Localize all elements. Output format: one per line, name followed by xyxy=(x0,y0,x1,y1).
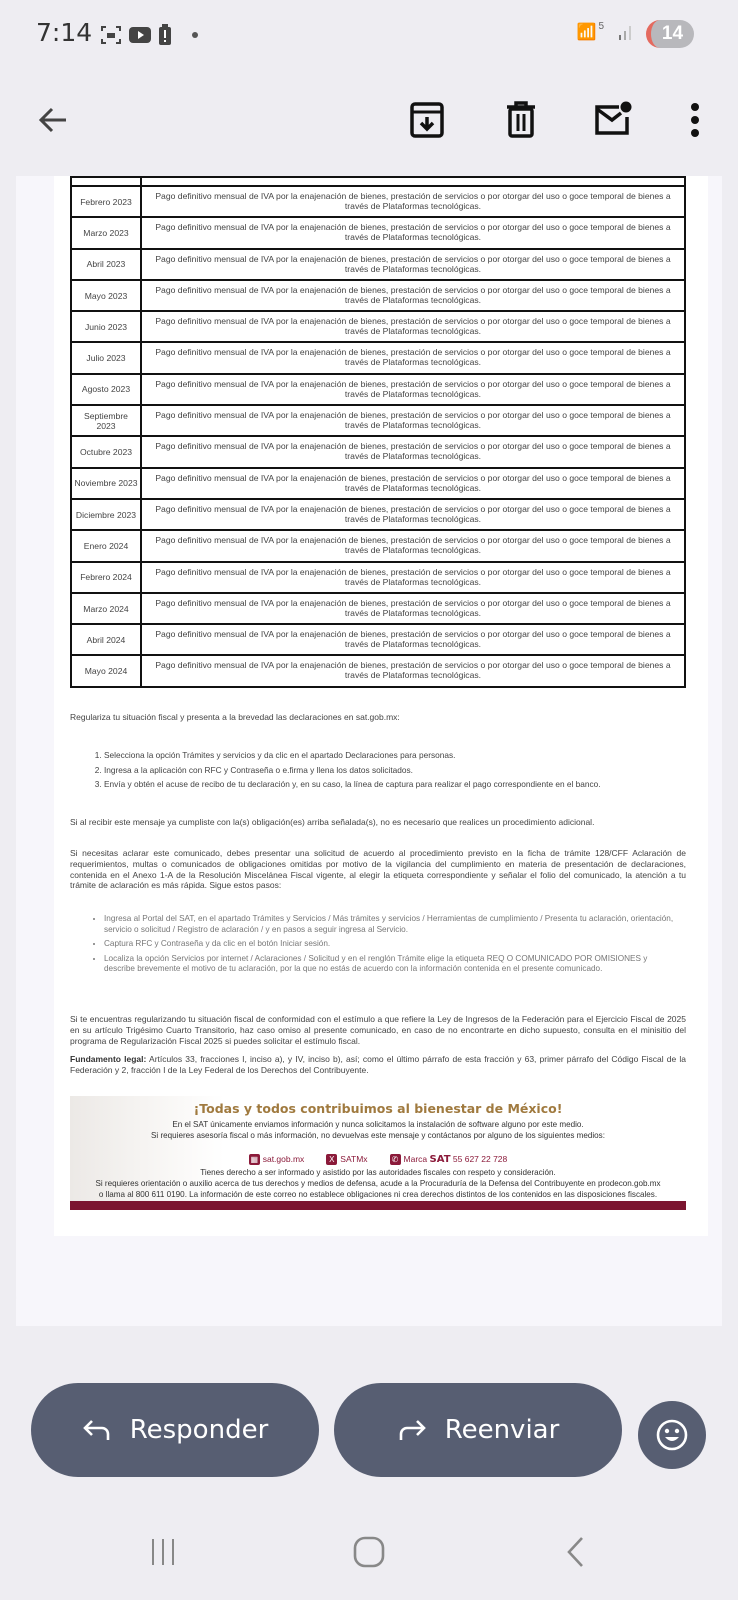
banner-line-2: Si requieres asesoría fiscal o más información, no devuelvas este mensaje y contáctanos por alguno de los siguientes medios: xyxy=(151,1131,605,1140)
table-row xyxy=(71,436,685,467)
obligations-table xyxy=(70,176,686,688)
sat-footer-banner xyxy=(70,1096,686,1210)
back-button[interactable] xyxy=(31,98,75,142)
month-cell: Septiembre 2023 xyxy=(71,405,141,436)
table-row xyxy=(71,217,685,248)
month-cell: Marzo 2023 xyxy=(71,217,141,248)
next-card xyxy=(16,1292,722,1326)
bullet-item: • Ingresa al Portal del SAT, en el apartado Trámites y Servicios / Más trámites y servicios / Herramientas de cumplimiento / Presenta tu aclaración, orientación, servicio o solicitud / Registro de aclaración / y en pasos a seguir ingresa al Servicio. xyxy=(104,914,678,935)
forward-label: Reenviar xyxy=(444,1415,560,1445)
banner-line-1: En el SAT únicamente enviamos información y nunca solicitamos la instalación de software alguno por este medio. xyxy=(172,1120,584,1129)
description-cell: Pago definitivo mensual de IVA por la enajenación de bienes, prestación de servicios o por otorgar del uso o goce temporal de bienes a través de Plataformas tecnológicas. xyxy=(141,436,685,467)
description-cell: Pago definitivo mensual de IVA por la enajenación de bienes, prestación de servicios o por otorgar del uso o goce temporal de bienes a través de Plataformas tecnológicas. xyxy=(141,499,685,530)
fundamento-body: Artículos 33, fracciones I, inciso a), y IV, inciso b), así; como el último párrafo de esta fracción y 63, primer párrafo del Código Fiscal de la Federación y 2, fracción I de la Ley Federal de los Derechos del Contribuyente. xyxy=(70,1054,687,1075)
table-row xyxy=(71,249,685,280)
step-item: 1. Selecciona la opción Trámites y servicios y da clic en el apartado Declaraciones para personas. xyxy=(104,748,678,763)
month-cell: Agosto 2023 xyxy=(71,374,141,405)
steps-list xyxy=(88,748,678,792)
description-cell: Pago definitivo mensual de IVA por la enajenación de bienes, prestación de servicios o por otorgar del uso o goce temporal de bienes a través de Plataformas tecnológicas. xyxy=(141,280,685,311)
back-arrow-icon xyxy=(36,103,70,137)
description-cell: Pago definitivo mensual de IVA por la enajenación de bienes, prestación de servicios o por otorgar del uso o goce temporal de bienes a través de Plataformas tecnológicas. xyxy=(141,186,685,217)
home-button[interactable] xyxy=(339,1530,399,1574)
regulariza-text: Regulariza tu situación fiscal y presenta a la brevedad las declaraciones en sat.gob.mx: xyxy=(70,712,400,722)
month-cell: Marzo 2024 xyxy=(71,593,141,624)
screenshot-icon xyxy=(100,24,122,46)
sat-web-link[interactable]: ▦ sat.gob.mx xyxy=(250,1154,305,1164)
month-cell: Octubre 2023 xyxy=(71,436,141,467)
month-cell: Abril 2023 xyxy=(71,249,141,280)
table-row-partial xyxy=(71,177,685,186)
phone-icon: ✆ xyxy=(390,1154,401,1165)
month-cell: Enero 2024 xyxy=(71,530,141,561)
status-time: 7:14 xyxy=(36,18,93,47)
step-item: 3. Envía y obtén el acuse de recibo de tu declaración y, en su caso, la línea de captura para realizar el pago correspondiente en el banco. xyxy=(104,777,678,792)
description-cell: Pago definitivo mensual de IVA por la enajenación de bienes, prestación de servicios o por otorgar del uso o goce temporal de bienes a través de Plataformas tecnológicas. xyxy=(141,374,685,405)
table-row xyxy=(71,405,685,436)
reply-button[interactable] xyxy=(31,1383,319,1477)
table-row xyxy=(71,186,685,217)
battery-alert-icon xyxy=(158,24,172,46)
signal-icon xyxy=(618,23,634,41)
more-vert-icon xyxy=(689,102,701,138)
bullet-item: • Captura RFC y Contraseña y da clic en el botón Iniciar sesión. xyxy=(104,939,678,950)
mark-unread-icon xyxy=(593,101,633,139)
month-cell: Diciembre 2023 xyxy=(71,499,141,530)
description-cell: Pago definitivo mensual de IVA por la enajenación de bienes, prestación de servicios o por otorgar del uso o goce temporal de bienes a través de Plataformas tecnológicas. xyxy=(141,655,685,686)
forward-button[interactable] xyxy=(334,1383,622,1477)
recents-icon xyxy=(148,1537,178,1567)
banner-brand-bar xyxy=(70,1201,686,1210)
description-cell: Pago definitivo mensual de IVA por la enajenación de bienes, prestación de servicios o por otorgar del uso o goce temporal de bienes a través de Plataformas tecnológicas. xyxy=(141,249,685,280)
delete-icon xyxy=(504,101,538,139)
aclaracion-steps-list xyxy=(88,914,678,979)
table-row xyxy=(71,655,685,686)
fundamento-text xyxy=(70,1054,686,1076)
x-link[interactable]: X SATMx xyxy=(326,1154,367,1165)
table-row xyxy=(71,562,685,593)
email-card xyxy=(16,176,722,1306)
youtube-icon xyxy=(128,25,152,45)
table-row xyxy=(71,530,685,561)
banner-line-5: o llama al 800 611 0190. La información de este correo no establece obligaciones ni crea derechos distintos de los contenidos en las disposiciones fiscales. xyxy=(98,1190,658,1199)
system-back-button[interactable] xyxy=(546,1530,606,1574)
month-cell: Julio 2023 xyxy=(71,342,141,373)
system-back-icon xyxy=(564,1535,588,1569)
month-cell: Mayo 2024 xyxy=(71,655,141,686)
estimulo-text: Si te encuentras regularizando tu situación fiscal de conformidad con el estímulo a que refiere la Ley de Ingresos de la Federación para el Ejercicio Fiscal de 2025 en su artículo Trigésimo Cuarto Transitorio, haz caso omiso al presente comunicado, en caso de no encontrarte en dicho supuesto, consulta en el minisitio del programa de Regularización Fiscal 2025 si puedes solicitar el estímulo fiscal. xyxy=(70,1014,686,1046)
description-cell: Pago definitivo mensual de IVA por la enajenación de bienes, prestación de servicios o por otorgar del uso o goce temporal de bienes a través de Plataformas tecnológicas. xyxy=(141,593,685,624)
reply-label: Responder xyxy=(129,1415,269,1445)
description-cell: Pago definitivo mensual de IVA por la enajenación de bienes, prestación de servicios o por otorgar del uso o goce temporal de bienes a través de Plataformas tecnológicas. xyxy=(141,624,685,655)
app-bar xyxy=(0,80,738,160)
banner-line-3: Tienes derecho a ser informado y asistido por las autoridades fiscales con respeto y consideración. xyxy=(200,1168,556,1177)
description-cell: Pago definitivo mensual de IVA por la enajenación de bienes, prestación de servicios o por otorgar del uso o goce temporal de bienes a través de Plataformas tecnológicas. xyxy=(141,530,685,561)
email-body xyxy=(54,176,708,1236)
cumpliste-text: Si al recibir este mensaje ya cumpliste con la(s) obligación(es) arriba señalada(s), no es necesario que realices un procedimiento adicional. xyxy=(70,817,595,827)
table-row xyxy=(71,374,685,405)
bullet-item: • Localiza la opción Servicios por internet / Aclaraciones / Solicitud y en el renglón Trámite elige la etiqueta REQ O COMUNICADO POR OMISIONES y describe brevemente el motivo de tu aclaración, por la que no estás de acuerdo con la información contenida en el presente comunicado. xyxy=(104,954,678,975)
description-cell: Pago definitivo mensual de IVA por la enajenación de bienes, prestación de servicios o por otorgar del uso o goce temporal de bienes a través de Plataformas tecnológicas. xyxy=(141,217,685,248)
status-bar xyxy=(0,0,738,70)
wifi-icon: 📶 xyxy=(576,24,597,41)
marca-sat-link[interactable]: ✆ Marca SAT 55 627 22 728 xyxy=(390,1154,508,1165)
description-cell: Pago definitivo mensual de IVA por la enajenación de bienes, prestación de servicios o por otorgar del uso o goce temporal de bienes a través de Plataformas tecnológicas. xyxy=(141,468,685,499)
month-cell: Junio 2023 xyxy=(71,311,141,342)
grid-icon: ▦ xyxy=(250,1155,258,1164)
description-cell: Pago definitivo mensual de IVA por la enajenación de bienes, prestación de servicios o por otorgar del uso o goce temporal de bienes a través de Plataformas tecnológicas. xyxy=(141,342,685,373)
description-cell: Pago definitivo mensual de IVA por la enajenación de bienes, prestación de servicios o por otorgar del uso o goce temporal de bienes a través de Plataformas tecnológicas. xyxy=(141,562,685,593)
table-row xyxy=(71,593,685,624)
month-cell: Mayo 2023 xyxy=(71,280,141,311)
forward-icon xyxy=(397,1418,427,1442)
month-cell: Febrero 2024 xyxy=(71,562,141,593)
archive-icon xyxy=(409,101,445,139)
table-row xyxy=(71,468,685,499)
month-cell: Noviembre 2023 xyxy=(71,468,141,499)
table-row xyxy=(71,624,685,655)
smiley-icon xyxy=(655,1418,689,1452)
table-row xyxy=(71,342,685,373)
delete-button[interactable] xyxy=(499,98,543,142)
description-cell: Pago definitivo mensual de IVA por la enajenación de bienes, prestación de servicios o por otorgar del uso o goce temporal de bienes a través de Plataformas tecnológicas. xyxy=(141,405,685,436)
banner-title: ¡Todas y todos contribuimos al bienestar de México! xyxy=(193,1101,563,1116)
description-cell: Pago definitivo mensual de IVA por la enajenación de bienes, prestación de servicios o por otorgar del uso o goce temporal de bienes a través de Plataformas tecnológicas. xyxy=(141,311,685,342)
notification-count-badge: 14 xyxy=(646,20,694,48)
table-row xyxy=(71,280,685,311)
fundamento-label: Fundamento legal: xyxy=(70,1054,147,1064)
mark-unread-button[interactable] xyxy=(591,98,635,142)
x-logo-icon: X xyxy=(326,1154,337,1165)
reply-icon xyxy=(82,1418,112,1442)
month-cell: Abril 2024 xyxy=(71,624,141,655)
table-row xyxy=(71,499,685,530)
more-options-button[interactable] xyxy=(673,98,717,142)
banner-line-4: Si requieres orientación o auxilio acerca de tus derechos y medios de defensa, acude a la Procuraduría de la Defensa del Contribuyente en prodecon.gob.mx xyxy=(95,1179,661,1188)
table-row xyxy=(71,311,685,342)
notification-dot-icon xyxy=(192,32,198,38)
home-icon xyxy=(352,1535,386,1569)
month-cell: Febrero 2023 xyxy=(71,186,141,217)
emoji-reaction-button[interactable] xyxy=(638,1401,706,1469)
recents-button[interactable] xyxy=(133,1530,193,1574)
aclarar-text: Si necesitas aclarar este comunicado, debes presentar una solicitud de acuerdo al procedimiento previsto en la ficha de trámite 128/CFF Aclaración de requerimientos, multas o comunicados de obligaciones omitidas por motivo de la vigilancia del cumplimiento en materia de presentación de declaraciones, contenida en el Anexo 1-A de la Resolución Miscelánea Fiscal vigente, al elegir la etiqueta correspondiente y señalar el folio del comunicado, la atención a tu trámite de aclaración es más rápida. Sigue estos pasos: xyxy=(70,848,686,891)
step-item: 2. Ingresa a la aplicación con RFC y Contraseña o e.firma y llena los datos solicitados. xyxy=(104,763,678,778)
wifi-network-label: 5 xyxy=(598,20,604,32)
archive-button[interactable] xyxy=(405,98,449,142)
